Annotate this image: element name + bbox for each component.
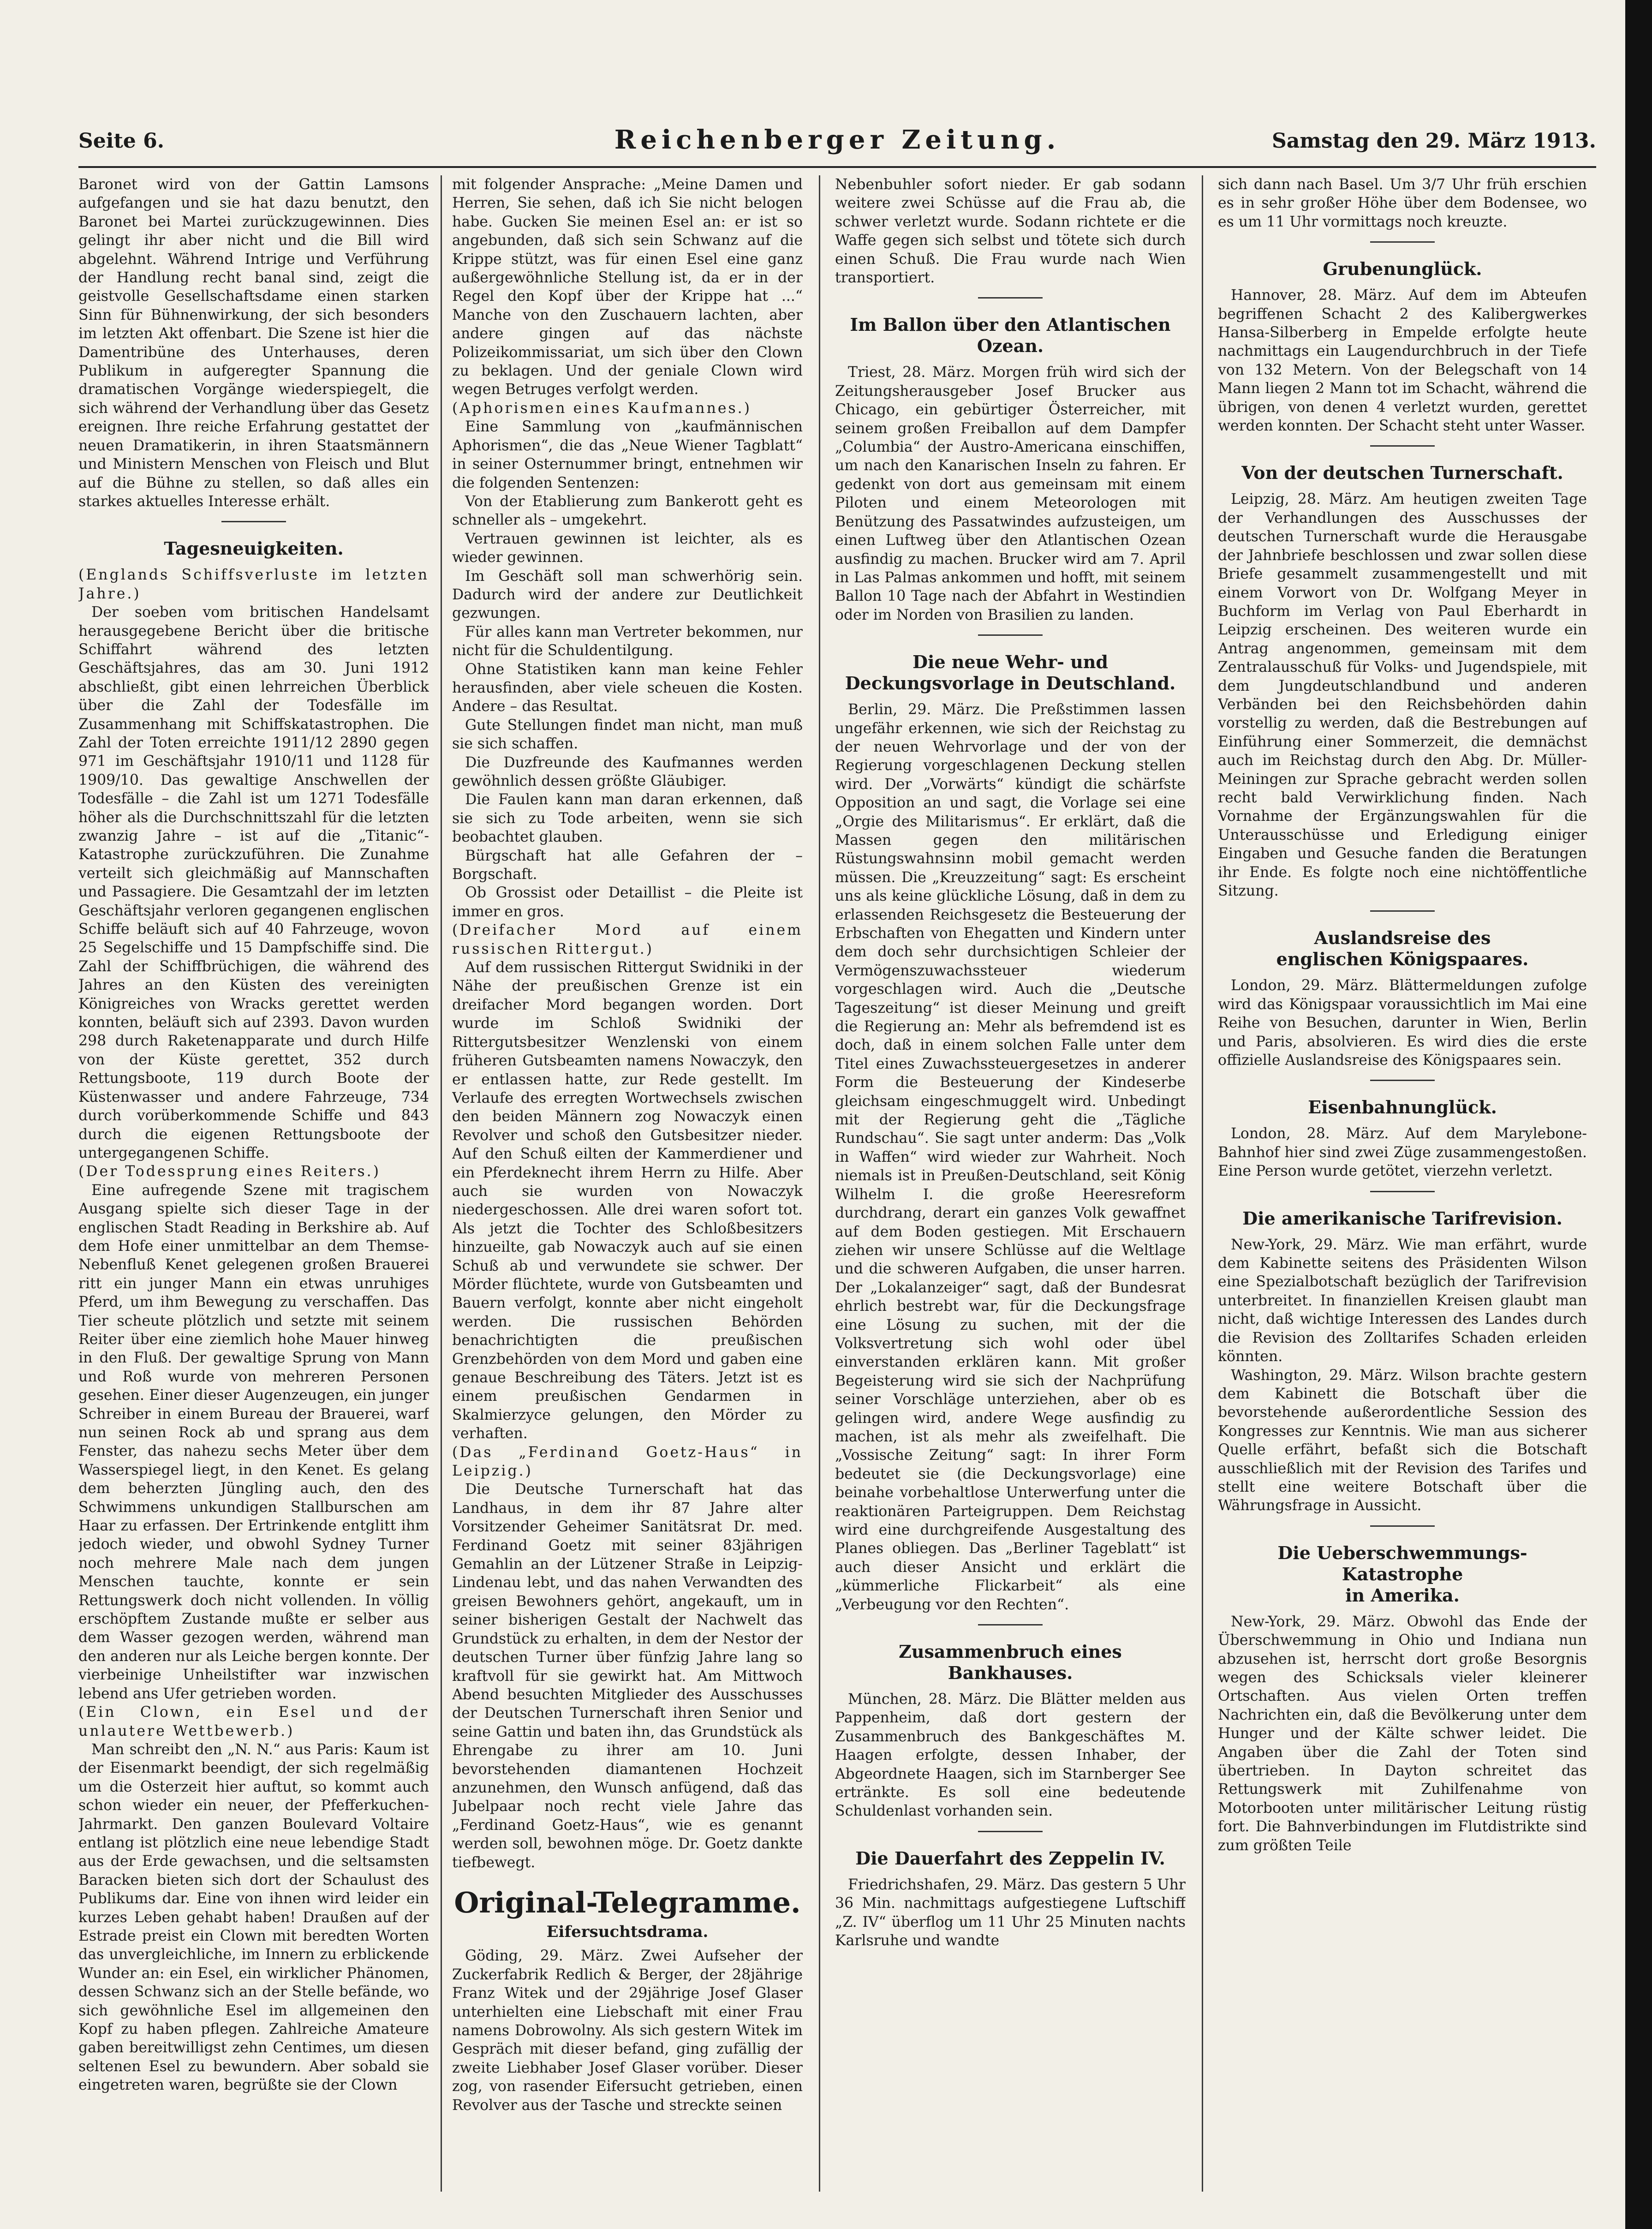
aphorism: Gute Stellungen findet man nicht, man muß sie sich schaffen. <box>452 717 803 753</box>
item-lead: (Aphorismen eines Kaufmannes.) <box>452 400 751 417</box>
masthead <box>78 120 1596 161</box>
heading-line: in Amerika. <box>1345 1584 1460 1606</box>
section-heading-telegramme: Original-Telegramme. <box>454 1885 801 1919</box>
separator <box>221 521 286 522</box>
article-heading: Eisenbahnunglück. <box>1308 1097 1497 1118</box>
separator <box>978 1624 1043 1625</box>
aphorism: Ob Grossist oder Detaillist – die Pleite ist immer en gros. <box>452 884 803 920</box>
heading-line: Auslandsreise des <box>1314 927 1491 949</box>
newspaper-title: Reichenberger Zeitung. <box>614 125 1061 155</box>
article-body: Die Deutsche Turnerschaft hat das Landhaus, in dem ihr 87 Jahre alter Vorsitzender Geheimer Sanitätsrat Dr. med. Ferdinand Goetz mit seiner 83jährigen Gemahlin an der Lützener Straße in Leipzig-Lindenau lebt, und das nahen Verwandten des greisen Bewohners gehört, angekauft, um in seiner bisherigen Gestalt der Nachwelt das Grundstück zu erhalten, in dem der Nestor der deutschen Turner über fünfzig Jahre lang so kraftvoll für sie gewirkt hat. Am Mittwoch Abend besuchten Mitglieder des Ausschusses der Deutschen Turnerschaft ihren Senior und seine Gattin und baten ihn, das Grundstück als Ehrengabe zu ihrer am 10. Juni bevorstehenden diamantenen Hochzeit anzunehmen, den Wunsch anfügend, daß das Jubelpaar noch recht viele Jahre das „Ferdinand Goetz-Haus“, wie es genannt werden soll, bewohnen möge. Dr. Goetz dankte tiefbewegt. <box>452 1481 803 1871</box>
item-lead: (Der Todessprung eines Reiters.) <box>78 1163 381 1180</box>
column-rule <box>441 175 442 2192</box>
separator <box>1370 910 1435 912</box>
column-4 <box>1218 175 1587 2192</box>
article-heading <box>1218 927 1587 970</box>
item-lead: (Das „Ferdinand Goetz-Haus“ in Leipzig.) <box>452 1444 803 1480</box>
aphorism: Ohne Statistiken kann man keine Fehler herausfinden, aber viele scheuen die Kosten. Andere – das Resultat. <box>452 661 803 715</box>
article-continuation: Baronet wird von der Gattin Lamsons aufgefangen und sie hat dazu benutzt, den Baronet bei Martei zurückzugewinnen. Dies gelingt ihr aber nicht und die Bill wird abgelehnt. Während Intrige und Verführung der Handlung recht banal sind, zeigt die geistvolle Gesellschaftsdame einen starken Sinn für Bühnenwirkung, der sich besonders im letzten Akt offenbart. Die Szene ist hier die Damentribüne des Unterhauses, deren Publikum in aufgeregter Spannung die dramatischen Vorgänge wiederspiegelt, die sich während der Verhandlung über das Gesetz ereignen. Ihre reiche Erfahrung gestattet der neuen Dramatikerin, in ihren Staatsmännern und Ministern Menschen von Fleisch und Blut auf die Bühne zu stellen, so daß alles ein starkes aktuelles Interesse erhält. <box>78 176 429 510</box>
article-body: London, 28. März. Auf dem Marylebone-Bahnhof hier sind zwei Züge zusammengestoßen. Eine Person wurde getötet, vierzehn verletzt. <box>1218 1125 1587 1180</box>
heading-line: Die Ueberschwemmungs-Katastrophe <box>1277 1542 1527 1584</box>
aphorism: Im Geschäft soll man schwerhörig sein. Dadurch wird der andere zur Deutlichkeit gezwungen. <box>452 568 803 622</box>
article-heading: Grubenunglück. <box>1323 258 1482 280</box>
aphorism: Für alles kann man Vertreter bekommen, nur nicht für die Schuldentilgung. <box>452 623 803 659</box>
separator <box>1370 1191 1435 1192</box>
aphorism: Die Faulen kann man daran erkennen, daß sie sich zu Tode arbeiten, wenn sie sich beobachtet glauben. <box>452 791 803 846</box>
separator <box>978 297 1043 299</box>
article-body: New-York, 29. März. Obwohl das Ende der Überschwemmung in Ohio und Indiana nun abzusehen ist, herrscht dort große Besorgnis wegen des Schicksals vieler kleinerer Ortschaften. Aus vielen Orten treffen Nachrichten ein, daß die Bevölkerung unter dem Hunger und der Kälte schwer leidet. Die Angaben über die Zahl der Toten sind übertrieben. In Dayton schreitet das Rettungswerk mit Zuhilfenahme von Motorbooten unter militärischer Leitung rüstig fort. Die Bahnverbindungen im Flutdistrikte sind zum größten Teile <box>1218 1613 1587 1854</box>
separator <box>1370 241 1435 243</box>
column-2 <box>452 175 803 2192</box>
article-continuation: sich dann nach Basel. Um 3/7 Uhr früh erschien es in sehr großer Höhe über dem Bodensee, wo es um 11 Uhr vormittags noch kreuzte. <box>1218 176 1587 230</box>
article-heading: Die amerikanische Tarifrevision. <box>1242 1207 1563 1229</box>
article-heading: Die neue Wehr- und Deckungsvorlage in Deutschland. <box>845 651 1176 694</box>
article-body: Berlin, 29. März. Die Preßstimmen lassen ungefähr erkennen, wie sich der Reichstag zu der neuen Wehrvorlage und der von der Regierung vorgeschlagenen Deckung stellen wird. Der „Vorwärts“ kündigt die schärfste Opposition an und sagt, die Vorlage sei eine „Orgie des Militarismus“. Er erklärt, daß die Massen gegen den militärischen Rüstungswahnsinn mobil gemacht werden müssen. Die „Kreuzzeitung“ sagt: Es erscheint uns als keine glückliche Lösung, daß in dem zu erlassenden Reichsgesetz die Besteuerung der Erbschaften von Ehegatten und Kindern unter dem doch sehr durchsichtigen Schleier der Vermögenszuwachssteuer wiederum vorgeschlagen wird. Auch die „Deutsche Tageszeitung“ ist dieser Meinung und greift die Regierung an: Mehr als befremdend ist es doch, daß in einem solchen Falle unter dem Titel eines Zuwachssteuergesetzes in anderer Form die Besteuerung der Kindeserbe gleichsam eingeschmuggelt wird. Unbedingt mit der Regierung geht die „Tägliche Rundschau“. Sie sagt unter anderm: Das „Volk in Waffen“ wird wieder zur Wahrheit. Noch niemals ist in Preußen-Deutschland, seit König Wilhelm I. die große Heeresreform durchdrang, derart ein ganzes Volk gewaffnet auf dem Boden gestiegen. Mit Erschauern ziehen wir unsere Schlüsse auf die Weltlage und die schweren Aufgaben, die unser harren. Der „Lokalanzeiger“ sagt, daß der Bundesrat ehrlich bestrebt war, für die Deckungsfrage eine Lösung zu suchen, mit der die Volksvertretung sich wohl oder übel einverstanden erklären kann. Mit großer Begeisterung wird sie sich der Nachprüfung seiner Vorschläge unterziehen, aber ob es gelingen wird, andere Wege ausfindig zu machen, ist als mehr als zweifelhaft. Die „Vossische Zeitung“ sagt: In ihrer Form bedeutet sie (die Deckungsvorlage) eine beinahe vorbehaltlose Unterwerfung unter die reaktionären Parteigruppen. Dem Reichstag wird eine durchgreifende Ausgestaltung des Planes obliegen. Das „Berliner Tageblatt“ ist auch dieser Ansicht und erklärt die „kümmerliche Flickarbeit“ als eine „Verbeugung vor den Rechten“. <box>835 701 1186 1613</box>
article-body: Eine aufregende Szene mit tragischem Ausgang spielte sich dieser Tage in der englischen Stadt Reading in Berkshire ab. Auf dem Hofe einer unmittelbar an dem Themse-Nebenfluß Kenet gelegenen großen Brauerei ritt ein junger Mann ein etwas unruhiges Pferd, um ihm Bewegung zu verschaffen. Das Tier scheute plötzlich und setzte mit seinem Reiter über eine ziemlich hohe Mauer hinweg in den Fluß. Der gewaltige Sprung von Mann und Roß wurde von mehreren Personen gesehen. Einer dieser Augenzeugen, ein junger Schreiber in einem Bureau der Brauerei, warf nun seinen Rock ab und sprang aus dem Fenster, das nahezu sechs Meter über dem Wasserspiegel liegt, in den Kenet. Es gelang dem beherzten Jüngling auch, den des Schwimmens unkundigen Stallburschen am Haar zu erfassen. Der Ertrinkende entglitt ihm jedoch wieder, und obwohl Sydney Turner noch mehrere Male nach dem jungen Menschen tauchte, konnte er sein Rettungswerk doch nicht vollenden. In völlig erschöpftem Zustande mußte er selber aus dem Wasser gezogen werden, während man den anderen nur als Leiche bergen konnte. Der vierbeinige Unheilstifter war inzwischen lebend ans Ufer getrieben worden. <box>78 1182 429 1702</box>
article-body: New-York, 29. März. Wie man erfährt, wurde dem Kabinette seitens des Präsidenten Wilson eine Spezialbotschaft bezüglich der Tarifrevision unterbreitet. In finanziellen Kreisen glaubt man nicht, daß wichtige Interessen des Landes durch die Revision des Zolltarifes Schaden erleiden könnten. <box>1218 1236 1587 1365</box>
article-body: Washington, 29. März. Wilson brachte gestern dem Kabinett die Botschaft über die bevorstehende außerordentliche Session des Kongresses zur Kenntnis. Wie man aus sicherer Quelle erfährt, befaßt sich die Botschaft ausschließlich mit der Revision des Tarifes und stellt eine weitere Botschaft über die Währungsfrage in Aussicht. <box>1218 1367 1587 1514</box>
article-body: London, 29. März. Blättermeldungen zufolge wird das Königspaar voraussichtlich im Mai eine Reihe von Besuchen, darunter in Wien, Berlin und Paris, absolvieren. Es wird dies die erste offizielle Auslandsreise des Königspaares sein. <box>1218 977 1587 1069</box>
article-body: Friedrichshafen, 29. März. Das gestern 5 Uhr 36 Min. nachmittags aufgestiegene Luftschiff „Z. IV“ überflog um 11 Uhr 25 Minuten nachts Karlsruhe und wandte <box>835 1876 1186 1949</box>
article-continuation: Nebenbuhler sofort nieder. Er gab sodann weitere zwei Schüsse auf die Frau ab, die schwer verletzt wurde. Sodann richtete er die Waffe gegen sich selbst und tötete sich durch einen Schuß. Die Frau wurde nach Wien transportiert. <box>835 176 1186 287</box>
article-body: Man schreibt den „N. N.“ aus Paris: Kaum ist der Eisenmarkt beendigt, der sich regelmäßig um die Osterzeit hier auftut, so kommt auch schon wieder ein neuer, der Pfefferkuchen-Jahrmarkt. Den ganzen Boulevard Voltaire entlang ist plötzlich eine neue lebendige Stadt aus der Erde gewachsen, und die seltsamsten Baracken bieten sich dort der Schaulust des Publikums dar. Eine von ihnen wird leider ein kurzes Leben gehabt haben! Draußen auf der Estrade preist ein Clown mit beredten Worten das unvergleichliche, im Innern zu erblickende Wunder an: ein Esel, ein wirklicher Phänomen, dessen Schwanz sich an der Stelle befände, wo sich gewöhnliche Esel im allgemeinen den Kopf zu haben pflegen. Zahlreiche Amateure gaben bereitwilligst zehn Centimes, um diesen seltenen Esel zu bewundern. Aber sobald sie eingetreten waren, begrüßte sie der Clown <box>78 1741 429 2094</box>
scan-edge-right <box>1625 0 1652 2229</box>
item-lead: (Dreifacher Mord auf einem russischen Rittergut.) <box>452 922 803 957</box>
heading-line: englischen Königspaares. <box>1276 949 1529 970</box>
header-rule <box>78 166 1596 168</box>
aphorism: Bürgschaft hat alle Gefahren der – Borgschaft. <box>452 847 803 883</box>
article-body: Triest, 28. März. Morgen früh wird sich der Zeitungsherausgeber Josef Brucker aus Chicago, ein gebürtiger Österreicher, mit seinem großen Freiballon auf dem Dampfer „Columbia“ der Austro-Americana einschiffen, um nach den Kanarischen Inseln zu fahren. Er gedenkt von dort aus gemeinsam mit einem Piloten und einem Meteorologen mit Benützung des Passatwindes aufzusteigen, um einen Luftweg über den Atlantischen Ozean ausfindig zu machen. Brucker wird am 7. April in Las Palmas ankommen und hofft, mit seinem Ballon 10 Tage nach der Abfahrt in Westindien oder im Norden von Brasilien zu landen. <box>835 364 1186 623</box>
separator <box>1370 1525 1435 1527</box>
article-heading: Im Ballon über den Atlantischen Ozean. <box>850 314 1171 357</box>
article-body: Hannover, 28. März. Auf dem im Abteufen begriffenen Schacht 2 des Kalibergwerkes Hansa-Silberberg in Empelde erfolgte heute nachmittags ein Laugendurchbruch in der Tiefe von 132 Metern. Von der Belegschaft von 14 Mann liegen 2 Mann tot im Schacht, während die übrigen, von denen 4 verletzt wurden, gerettet werden konnten. Der Schacht steht unter Wasser. <box>1218 287 1587 435</box>
column-3 <box>835 175 1186 2192</box>
aphorism: Von der Etablierung zum Bankerott geht es schneller als – umgekehrt. <box>452 493 803 529</box>
separator <box>1370 445 1435 447</box>
article-body: Leipzig, 28. März. Am heutigen zweiten Tage der Verhandlungen des Ausschusses der deutschen Turnerschaft wurde die Herausgabe der Jahnbriefe beschlossen und zwar sollen diese Briefe gesammelt zusammengestellt und mit einem Vorwort von Dr. Wolfgang Meyer in Buchform im Verlag von Paul Eberhardt in Leipzig erscheinen. Des weiteren wurde ein Antrag angenommen, gemeinsam mit dem Zentralausschuß für Volks- und Jugendspiele, mit dem Jungdeutschlandbund und anderen Verbänden bei den Reichsbehörden dahin vorstellig zu werden, daß die Bestrebungen auf Einführung einer Sommerzeit, die demnächst auch im Reichstag durch den Abg. Dr. Müller-Meiningen zur Sprache gebracht werden sollen recht bald Verwirklichung finden. Nach Vornahme der Ergänzungswahlen für die Unterausschüsse und Erledigung einiger Eingaben und Gesuche fanden die Beratungen ihr Ende. Es folgte noch eine nichtöffentliche Sitzung. <box>1218 491 1587 899</box>
article-subheading: Eifersuchtsdrama. <box>546 1922 709 1941</box>
article-heading: Von der deutschen Turnerschaft. <box>1241 462 1563 484</box>
column-1 <box>78 175 429 2192</box>
aphorism: Die Duzfreunde des Kaufmannes werden gewöhnlich dessen größte Gläubiger. <box>452 754 803 789</box>
aphorism: Vertrauen gewinnen ist leichter, als es wieder gewinnen. <box>452 530 803 566</box>
item-lead: (Englands Schiffsverluste im letzten Jahre.) <box>78 567 429 602</box>
page-number: Seite 6. <box>78 129 165 153</box>
article-body: München, 28. März. Die Blätter melden aus Pappenheim, daß dort gestern der Zusammenbruch des Bankgeschäftes M. Haagen erfolgte, dessen Inhaber, der Abgeordnete Haagen, sich im Starnberger See ertränkte. Es soll eine bedeutende Schuldenlast vorhanden sein. <box>835 1691 1186 1820</box>
separator <box>978 634 1043 636</box>
column-rule <box>1202 175 1203 2192</box>
article-body: Göding, 29. März. Zwei Aufseher der Zuckerfabrik Redlich & Berger, der 28jährige Franz Witek und der 29jährige Josef Glaser unterhielten eine Liebschaft mit einer Frau namens Dobrowolny. Als sich gestern Witek im Gespräch mit dieser befand, ging zufällig der zweite Liebhaber Josef Glaser vorüber. Dieser zog, von rasender Eifersucht getrieben, einen Revolver aus der Tasche und streckte seinen <box>452 1948 803 2114</box>
column-rule <box>819 175 820 2192</box>
article-heading <box>1218 1542 1587 1606</box>
item-lead: (Ein Clown, ein Esel und der unlautere Wettbewerb.) <box>78 1704 429 1739</box>
article-body: Der soeben vom britischen Handelsamt herausgegebene Bericht über die britische Schiffahrt während des letzten Geschäftsjahres, das am 30. Juni 1912 abschließt, gibt einen lehrreichen Überblick über die Zahl der Todesfälle im Zusammenhang mit Schiffskatastrophen. Die Zahl der Toten erreichte 1911/12 2890 gegen 971 im Geschäftsjahr 1910/11 und 1128 für 1909/10. Das gewaltige Anschwellen der Todesfälle – die Zahl ist um 1271 Todesfälle höher als die Durchschnittszahl für die letzten zwanzig Jahre – ist auf die „Titanic“-Katastrophe zurückzuführen. Die Zunahme verteilt sich gleichmäßig auf Mannschaften und Passagiere. Die Gesamtzahl der im letzten Geschäftsjahr verloren gegangenen englischen Schiffe beläuft sich auf 40 Fahrzeuge, wovon 25 Segelschiffe und 15 Dampfschiffe sind. Die Zahl der Schiffbrüchigen, die während des Jahres an den Küsten des vereinigten Königreiches von Wracks gerettet werden konnten, beläuft sich auf 2393. Davon wurden 298 durch Raketenapparate und durch Hilfe von der Küste gerettet, 352 durch Rettungsboote, 119 durch Boote der Küstenwasser und andere Fahrzeuge, 734 durch vorüberkommende Schiffe und 843 durch die eigenen Rettungsboote der untergegangenen Schiffe. <box>78 604 429 1161</box>
newspaper-page <box>78 106 1596 2196</box>
separator <box>978 1831 1043 1832</box>
article-heading: Zusammenbruch eines Bankhauses. <box>899 1641 1122 1684</box>
article-continuation: mit folgender Ansprache: „Meine Damen und Herren, Sie sehen, daß ich Sie nicht belogen habe. Gucken Sie meinen Esel an: er ist so angebunden, daß sich sein Schwanz auf die Krippe stützt, was für einen Esel eine ganz außergewöhnliche Stellung ist, da er in der Regel den Kopf über der Krippe hat ...“ Manche von den Zuschauern lachten, aber andere gingen auf das nächste Polizeikommissariat, um sich über den Clown zu beklagen. Und der geniale Clown wird wegen Betruges verfolgt werden. <box>452 176 803 398</box>
article-heading: Die Dauerfahrt des Zeppelin IV. <box>855 1847 1165 1869</box>
article-body: Auf dem russischen Rittergut Swidniki in der Nähe der preußischen Grenze ist ein dreifacher Mord begangen worden. Dort wurde im Schloß Swidniki der Rittergutsbesitzer Wenzlenski von einem früheren Gutsbeamten namens Nowaczyk, den er entlassen hatte, zur Rede gestellt. Im Verlaufe des erregten Wortwechsels zwischen den beiden Männern zog Nowaczyk einen Revolver und schoß den Gutsbesitzer nieder. Auf den Schuß eilten der Kammerdiener und ein Pferdeknecht ihrem Herrn zu Hilfe. Aber auch sie wurden von Nowaczyk niedergeschossen. Alle drei waren sofort tot. Als jetzt die Tochter des Schloßbesitzers hinzueilte, gab Nowaczyk auch auf sie einen Schuß ab und verwundete sie schwer. Der Mörder flüchtete, wurde von Gutsbeamten und Bauern verfolgt, konnte aber nicht eingeholt werden. Die russischen Behörden benachrichtigten die preußischen Grenzbehörden von dem Mord und gaben eine genaue Beschreibung des Täters. Jetzt ist es einem preußischen Gendarmen in Skalmierzyce gelungen, den Mörder zu verhaften. <box>452 959 803 1442</box>
issue-date: Samstag den 29. März 1913. <box>1272 129 1596 153</box>
section-heading-tagesneuigkeiten: Tagesneuigkeiten. <box>164 538 344 559</box>
separator <box>1370 1080 1435 1081</box>
article-body: Eine Sammlung von „kaufmännischen Aphorismen“, die das „Neue Wiener Tagblatt“ in seiner Osternummer bringt, entnehmen wir die folgenden Sentenzen: <box>452 418 803 491</box>
